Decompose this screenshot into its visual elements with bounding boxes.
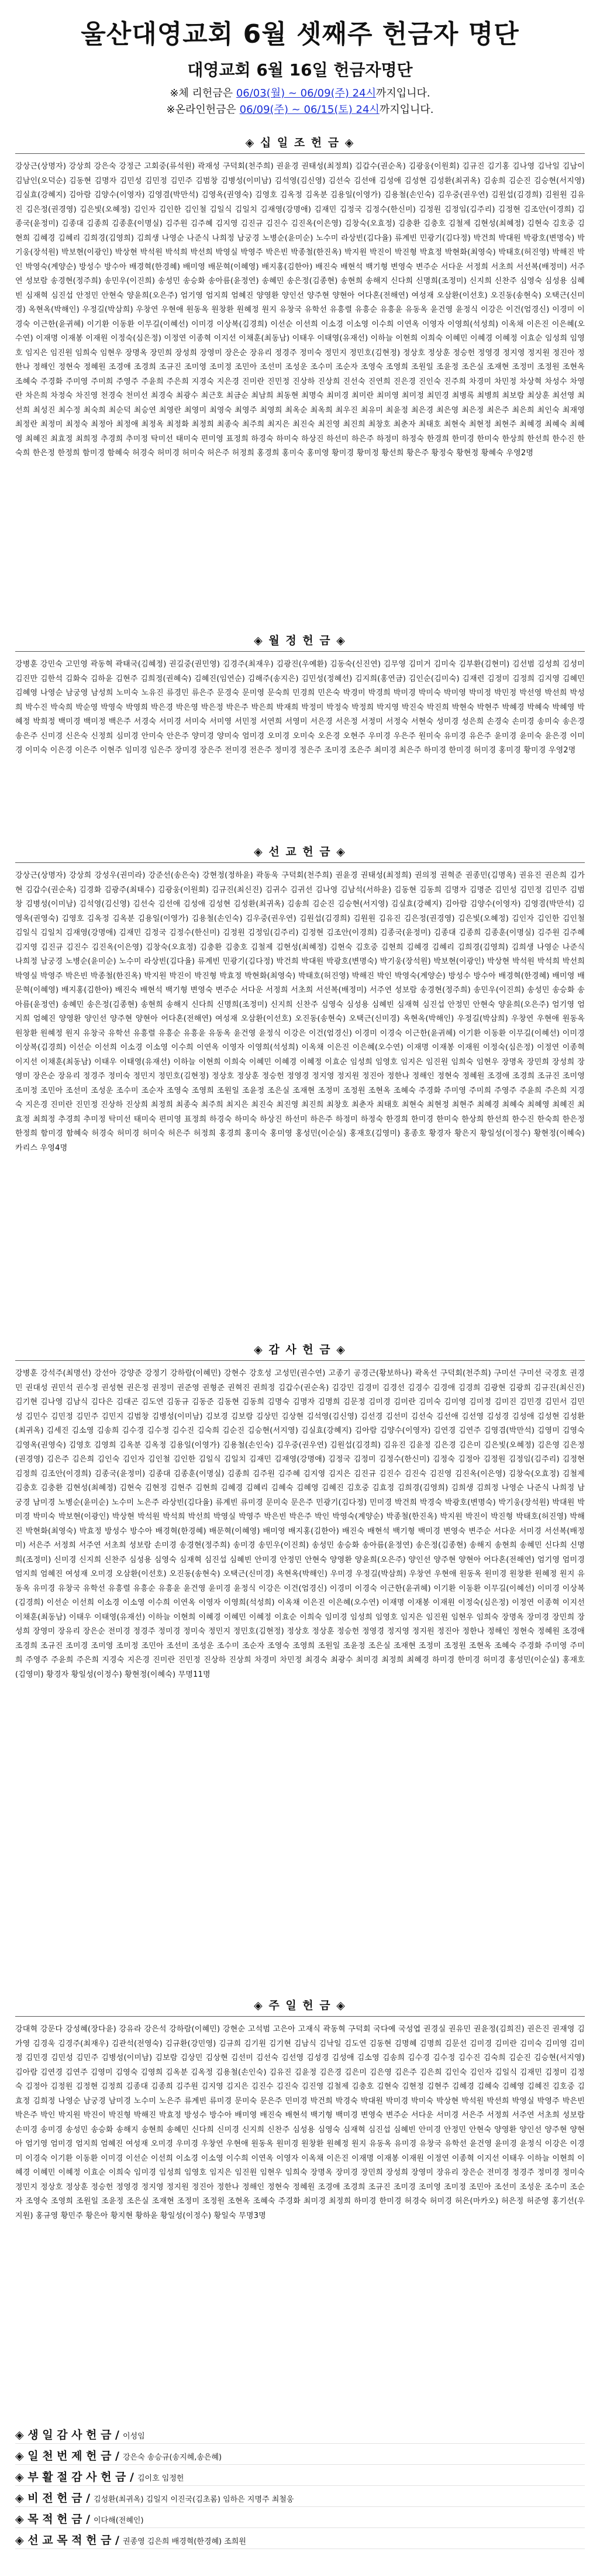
donor-name-list: 강대혁 강문다 강성혜(장다윤) 강유라 강은석 강하람(이혜민) 강현순 고석범 고은아 고재식 곽동혁 구덕회 국다예 국성엽 권경실 권유민 권윤정(김희진) 권은진 권재영 김가영 김경욱 김경주(최재우) 김관석(전영숙) 김규환(강민영) 김규희 김기원 김기현 김남식 김낙일 김도연 김동현 김명혜 김명희 김문선 김미경 김미란 김미숙 김미영 김미정 김민경 김민성 김민주 김병성(이미남) 김보람 김상민 김상현 김선미 김선숙 김선영 김성경 김성애 김소영 김송희 김수경 김수정 김수진 김숙희 김순진 김승현(서지영) 김아람 김연경 김연주 김영미 김영숙 김영희 김옥분 김옥정 김용철(손인숙) 김유진 김윤정 김은경 김은미 김은영 김은주 김은희 김인숙 김인자 김일식 김재민 김정미 김정숙 김정아 김정원 김정현 김정희 김종대 김종희 김주원 김지영 김지은 김진수 김진숙 김진영 김철제 김충호 김현숙 김현정 김현주 김혜경 김혜숙 김혜영 김혜진 김호중 김효정 김희정 나영순 남궁경 남미경 노수미 노은주 류계빈 류미경 문미숙 문은주 민미경 박건희 박경숙 박대원 박미경 박미숙 박상현 박석원 박선희 박영실 박영주 박은빈 박은주 박인 박지원 박진이 박진형 박해진 박효정 방성수 방수아 배미영 배진숙 배현석 백기형 백미경 변영숙 변주순 서다운 서미경 서은주 서정희 서주연 서초희 성보람 손미경 송미경 송성민 송승화 송해지 송현희 송혜민 신다희 신미경 신지희 신찬주 심성용 심영숙 심재혁 심진섭 심혜빈 안미경 안정민 안현숙 양영환 양인선 양주현 양현아 엄기영 엄미경 엄지희 엄혜진 여성재 오미경 우미경 우창연 우현애 원동옥 원미경 원창환 원혜정 원지 유동옥 유미경 유창국 유학선 윤건영 윤미경 윤정식 이강은 이경미 이경숙 이기환 이동환 이미경 이선순 이선희 이소경 이소영 이수희 이연옥 이영자 이옥채 이은진 이재명 이재봉 이재원 이정연 이종혁 이지선 이태우 이하늘 이현희 이혜경 이혜민 이혜정 이효순 이희숙 임미경 임성희 임영호 임지은 임진원 임현우 임희숙 장명옥 장미경 장민희 장성희 장영미 장유리 장은순 전미경 정경주 정미경 정미숙 정민지 정상호 정상훈 정승헌 정영경 정지영 정지원 정진아 정한나 정해인 정현숙 정혜원 조경애 조경희 조규진 조미경 조미영 조미정 조민아 조선미 조성운 조수미 조순자 조영숙 조영희 조원일 조윤정 조은실 조재현 조정미 조정원 조현옥 조혜숙 주경화 최미경 최정희 하미경 한미경 허경숙 허미경 허은(마카오) 허은정 허준영 홍기선(우지원) 홍규영 황민주 황은아 황지현 황하윤 황일성(이정수) 황일숙 무명3명 — [15, 2025, 585, 2220]
notice-period-link[interactable]: 06/03(월) ~ 06/09(주) 24시 — [236, 87, 376, 99]
extra-names: 김이호 임정헌 — [137, 2474, 184, 2483]
extra-label: ◈ 비 전 헌 금 / — [15, 2492, 91, 2505]
section-heading: ◈ 월 정 헌 금 ◈ — [254, 634, 346, 647]
extra-names: 이성임 — [122, 2432, 145, 2441]
section-thanksgiving — [15, 1340, 585, 1981]
section-divider — [15, 1360, 585, 1361]
page-subtitle: 대영교회 6월 16일 헌금자명단 — [187, 60, 413, 80]
extra-row-easter — [15, 2468, 585, 2486]
extra-names: 권종영 김은희 배경혁(한경혜) 조희원 — [122, 2537, 246, 2546]
extra-names: 이다해(전혜인) — [94, 2516, 144, 2525]
extra-label: ◈ 부 활 절 감 사 헌 금 / — [15, 2471, 134, 2484]
page-title: 울산대영교회 6월 셋째주 헌금자 명단 — [81, 19, 519, 49]
section-tithe — [15, 133, 585, 616]
section-divider — [15, 651, 585, 652]
section-mission — [15, 842, 585, 1325]
extra-names: 김성환(최귀옥) 김일지 이진국(김초롬) 임하은 지명주 최철웅 — [94, 2495, 294, 2504]
extra-row-birthday — [15, 2426, 585, 2444]
notice-period-link[interactable]: 06/09(주) ~ 06/15(토) 24시 — [239, 104, 380, 116]
section-divider — [15, 2016, 585, 2017]
section-heading: ◈ 선 교 헌 금 ◈ — [254, 845, 346, 858]
extra-row-mission-purpose — [15, 2532, 585, 2549]
notice-block — [15, 85, 585, 118]
section-heading: ◈ 감 사 헌 금 ◈ — [254, 1343, 346, 1356]
section-divider — [15, 153, 585, 154]
extra-row-thousand — [15, 2447, 585, 2465]
section-heading: ◈ 주 일 헌 금 ◈ — [254, 1999, 346, 2012]
extra-label: ◈ 목 적 헌 금 / — [15, 2513, 91, 2526]
extra-label: ◈ 선 교 목 적 헌 금 / — [15, 2534, 119, 2547]
donor-name-list: 강병훈 강석주(최명선) 강선아 강양준 강정기 강하람(이혜민) 강현수 강호성 고성민(권수연) 고종기 공경근(황보하나) 곽옥선 구덕회(천주희) 구미선 구미선 국경호 권경민 권대성 권민석 권수정 권성현 권은정 권정미 권준영 권형준 권혁진 권희정 김갑수(권순옥) 김강민 김경미 김경선 김경수 김경애 김경희 김광현 김광희 김규진(최신진) 김기현 김나영 김남식 김다은 김대곤 김도연 김동규 김동준 김동현 김동희 김명숙 김명자 김명희 김문정 김미경 김미란 김미숙 김미영 김미정 김미진 김민경 김민서 김민성 김민수 김민정 김민주 김민지 김범창 김병성(이미남) 김보경 김보람 김상민 김상현 김석영(김신영) 김선경 김선미 김선숙 김선애 김선영 김성경 김성애 김성현 김성환(최귀옥) 김세진 김소영 김송희 김수경 김수정 김수진 김숙희 김순진 김승현(서지영) 김실효(강혜지) 김아람 김양수(이영자) 김연경 김연주 김영겸(박만석) 김영미 김영숙 김영옥(권영숙) 김영호 김영희 김옥분 김옥정 김용일(이영가) 김용철(손인숙) 김우중(권우연) 김원섭(김경희) 김유진 김윤정 김은경 김은미 김은빛(오혜정) 김은영 김은정(권경영) 김은주 김은희 김인숙 김인자 김인철 김인한 김일식 김일치 김재민 김재영(강명애) 김정국 김정미 김정수(한신미) 김정숙 김정아 김정원 김정임(김주리) 김정현 김정희 김조안(이경희) 김종국(윤정미) 김종대 김종훈(이명실) 김종희 김주원 김주혜 김지영 김지은 김진규 김진수 김진숙 김진영 김진옥(이은영) 김창숙(오효정) 김철제 김충호 김충환 김현성(최혜정) 김현숙 김현정 김현주 김현희 김혜경 김혜리 김혜숙 김혜영 김혜진 김호중 김효정 김희경(김영희) 김희생 김희정 나영순 나준식 나희정 남궁경 남미경 노병순(윤미순) 노수미 노은주 라상빈(김다율) 류계빈 류미경 문미숙 문은주 민광기(김다정) 민미경 박건희 박경숙 박광호(변명숙) 박기웅(장석원) 박대원 박미경 박미숙 박보현(이광인) 박상현 박석원 박석희 박선희 박영실 박영주 박은빈 박은주 박인 박영숙(계양순) 박종철(한진옥) 박지원 박진이 박진형 박태호(허진영) 박해진 박현화(최영숙) 박효정 방성수 방수아 배경혁(한경혜) 배문혁(이혜영) 배미영 배지홍(김한아) 배진숙 배현석 백기형 백미경 변영숙 변주순 서다운 서미경 서선복(배정미) 서은주 서정희 서주연 서초희 성보람 손미경 송경현(정주희) 송미경 송민우(이진희) 송성민 송승화 송아름(윤정연) 송은정(김종현) 송해지 송현희 송혜민 신다희 신명희(조정미) 신미경 신지희 신찬주 심성용 심영숙 심재혁 심진섭 심혜빈 안미경 안정민 안현숙 양영환 양윤희(오은주) 양인선 양주현 양현아 어다혼(전해연) 엄기영 엄미경 엄지희 엄혜진 여성재 오미경 오삼환(이선호) 오진동(송현숙) 오택근(신미경) 옥현옥(박해인) 우미경 우정길(박삼희) 우창연 우현애 원동옥 원미경 원창환 원혜정 원지 유동옥 유미경 유창국 유학선 유흥렬 유흥순 유흥윤 윤건영 윤미경 윤정식 이강은 이건(엄경신) 이경미 이경숙 이근한(윤귀헤) 이기환 이동환 이무길(이혜선) 이미경 이상복(김경희) 이선순 이선희 이소경 이소영 이수희 이연옥 이영자 이영희(석성희) 이옥채 이은진 이은혜(오수연) 이재명 이재봉 이재원 이정숙(심은정) 이정연 이종혁 이지선 이채훈(최동남) 이태우 이태영(유재선) 이하늘 이현희 이혜경 이혜민 이혜정 이효순 이희숙 임미경 임성희 임영호 임지은 임진원 임현우 임희숙 장명옥 장미경 장민희 장성희 장영미 장유리 장은순 전미경 정경주 정미경 정미숙 정민지 정민호(김현정) 정상호 정상훈 정승헌 정영경 정지영 정지원 정진아 정한나 정해인 정현숙 정혜원 조경애 조경희 조규진 조미경 조미영 조미정 조민아 조선미 조성운 조수미 조순자 조영숙 조영희 조원일 조윤정 조은실 조재현 조정미 조정원 조현옥 조혜숙 주경화 주미영 주미희 주영주 주윤희 주은희 지경숙 지은경 진미란 진민정 진상하 진상희 차경미 차민정 최경숙 최광수 최미경 최정희 최혜경 하미경 한미경 허미경 홍성민(이순실) 홍재호(김영미) 황경자 황일성(이정수) 황현정(이혜숙) 무명11명 — [15, 1369, 585, 1679]
donor-name-list: 강상근(상명자) 강상희 강성우(권미라) 강준선(송은숙) 강현정(정하윤) 곽동욱 구덕회(천주희) 권윤경 권태성(최정희) 권의정 권혁준 권종민(김명옥) 권유진 권은희 김가현 김갑수(권순옥) 김경화 김광주(최태수) 김광웅(이원회) 김규진(최신진) 김귀수 김귀선 김나영 김남석(서하윤) 김동현 김동희 김명자 김명준 김민성 김민정 김민주 김범창 김병성(이미남) 김석영(김신영) 김선숙 김선애 김성애 김성현 김성환(최귀옥) 김송희 김순진 김승현(서지영) 김실효(강혜지) 김아람 김양수(이영자) 김영겸(박만석) 김영옥(권영숙) 김영호 김옥정 김옥분 김용일(이영가) 김용철(손인숙) 김우중(권우연) 김원섭(김경희) 김원원 김유진 김은정(권경영) 김은빛(오혜정) 김인자 김인한 김인철 김일식 김일치 김재영(강명애) 김재민 김정국 김정수(한신미) 김정원 김정임(김주리) 김정현 김조안(이경희) 김종국(윤정미) 김종대 김종희 김종훈(이명실) 김주원 김주혜 김지영 김진규 김진수 김진옥(이은영) 김창숙(오효정) 김충환 김충호 김철제 김현성(최혜정) 김현숙 김호중 김현희 김혜경 김혜리 김희경(김영희) 김희생 나영순 나준식 나희정 남궁경 노병순(윤미순) 노수미 라상빈(김다율) 류계빈 민광기(김다정) 박건희 박대원 박광호(변명숙) 박기웅(장석원) 박보현(이광인) 박상현 박석원 박석희 박선희 박영실 박영주 박은빈 박종철(한진옥) 박지원 박진이 박진형 박효정 박현화(최영숙) 박태호(허진영) 박해진 박인 박영숙(계양순) 방성수 방수아 배경혁(한경혜) 배미영 배문혁(이혜영) 배지홍(김한아) 배진숙 배현석 백기형 변영숙 변주순 서다운 서정희 서초희 서선복(배정미) 서주연 성보람 송경현(정주희) 송민우(이진희) 송성민 송승화 송아름(윤정연) 송혜민 송은정(김종현) 송현희 송해지 신다희 신명희(조정미) 신지희 신찬주 심영숙 심성용 심혜빈 심재혁 심진섭 안정민 안현숙 양윤희(오은주) 엄기영 엄지희 엄혜진 양영환 양인선 양주현 양현아 어다혼(전해연) 여성재 오삼환(이선호) 오진동(송현숙) 오택근(신미경) 옥현옥(박해인) 우정길(박삼희) 우창연 우현애 원동옥 원창환 원혜정 원지 유창국 유학선 유흥렬 유흥순 유흥윤 유동옥 윤건영 윤정식 이강은 이건(엄경신) 이경미 이경숙 이근한(윤귀헤) 이기환 이동환 이무길(이혜선) 이미경 이상복(김경희) 이선순 이선희 이소경 이소영 이수희 이연옥 이영자 이영희(석성희) 이옥채 이은진 이은혜(오수연) 이재명 이재봉 이재원 이정숙(심은정) 이정연 이종혁 이지선 이채훈(최동남) 이태우 이태영(유재선) 이하늘 이현희 이희숙 이혜민 이혜경 이혜정 이효순 임성희 임영호 임지은 임진원 임희숙 임현우 장명옥 장민희 장성희 장영미 장은순 장유리 정경주 정미숙 정민지 정민호(김현정) 정상호 정상훈 정승헌 정영경 정지영 정지원 정진아 정한나 정해인 정현숙 정혜원 조경애 조경희 조규진 조미영 조미정 조민아 조선미 조성운 조수미 조순자 조영숙 조영희 조원일 조윤정 조은실 조재현 조정미 조정원 조현옥 조혜숙 주경화 주미영 주미희 주영주 주윤희 주은희 지경숙 지은경 진미란 진민정 진상하 진상희 최정희 최종숙 최주희 최지은 최진숙 최진영 최진희 최창호 최춘자 최태호 최현숙 최현정 최현주 최혜경 최혜숙 최혜영 최혜진 최효정 최희정 추경희 추미정 탁미선 태미숙 편미영 표정희 하경숙 하미숙 하상진 하선미 하은주 하정미 하정숙 한경희 한미경 한미숙 한상희 한선희 한수진 한숙희 한은정 한정희 함미경 함혜숙 허경숙 허미경 허미숙 허은주 허정희 홍경희 홍미숙 홍미영 홍성민(이순실) 홍재호(김영미) 홍종호 황경자 황은지 황일성(이정수) 황현정(이혜숙) 카리스 우영4명 — [15, 871, 585, 1153]
donor-name-list: 강병훈 강민숙 고민영 곽동혁 곽태국(김혜정) 권길중(권민영) 김경주(최재우) 김광진(우예환) 김동숙(신진연) 김무영 김미거 김미숙 김부환(김현미) 김선범 김성희 김성미 김진만 김한석 김화숙 김하윤 김현주 김희정(권혜숙) 김혜진(임연순) 김해주(송지은) 김민성(정혜선) 김지희(홍연금) 김인순(김미숙) 김재련 김정미 김정희 김지영 김혜민 김혜영 나영순 남궁영 남성희 노미숙 노유진 류경민 류은주 문경숙 문미영 문숙희 민경희 민은숙 박경미 박경희 박미경 박미숙 박미영 박미정 박민정 박선영 박선희 박성희 박수진 박숙희 박순영 박영숙 박영희 박은경 박은영 박은정 박은주 박은희 박재희 박정미 박정숙 박정희 박지영 박진숙 박진희 박현숙 박현주 박혜경 박혜숙 박혜영 박혜정 박희정 백미경 백미정 백은주 서경숙 서미경 서미숙 서미영 서민정 서연희 서영미 서은경 서은정 서정미 서정숙 서현숙 성미경 성은희 손경숙 손미경 송미숙 송은경 송은주 신미경 신은숙 신정희 심미경 안미숙 안은주 양미경 양미숙 엄미경 오미경 오미숙 오은경 오현주 우미경 우은주 원미숙 유미경 유은주 윤미경 윤미숙 윤은경 이미경 이미숙 이은경 이은주 이현주 임미경 임은주 장미경 장은주 전미경 전은주 정미경 정은주 조미경 조은주 최미경 최은주 하미경 한미경 허미경 홍미경 황미경 우영2명 — [15, 660, 585, 755]
notice-prefix: ※체 리헌금은 — [170, 87, 236, 99]
extra-row-vision — [15, 2489, 585, 2507]
notice-online — [15, 102, 585, 118]
extra-label: ◈ 일 천 번 제 헌 금 / — [15, 2450, 119, 2462]
section-sunday — [15, 1996, 585, 2409]
section-monthly — [15, 631, 585, 827]
notice-prefix: ※온라인헌금은 — [166, 104, 240, 116]
extra-names: 강은숙 송승규(송지혜,송은혜) — [122, 2453, 222, 2462]
extra-label: ◈ 생 일 감 사 헌 금 / — [15, 2429, 119, 2441]
extra-row-purpose — [15, 2510, 585, 2528]
donor-name-list: 강상근(상명자) 강상희 강은숙 강정근 고회중(류석원) 곽재성 구덕회(천주희) 권윤경 권태성(최정희) 김갑수(권순옥) 김광웅(이원회) 김규진 김기홍 김나영 김낙일 김남이 김남인(오덕순) 김동현 김명자 김민성 김민정 김민주 김범창 김병성(이미남) 김석영(김신영) 김선숙 김선애 김성애 김성현 김성환(최귀옥) 김송희 김순진 김승현(서지영) 김실효(강혜지) 김아람 김양수(이영자) 김영겸(박만석) 김영옥(권영숙) 김영호 김옥정 김옥분 김용일(이영가) 김용철(손인숙) 김우중(권우연) 김원섭(김경희) 김원원 김유진 김은정(권경영) 김은빛(오혜정) 김인자 김인한 김인철 김일식 김일치 김재영(강명애) 김재민 김정국 김정수(한신미) 김정원 김정임(김주리) 김정현 김조안(이경희) 김종국(윤정미) 김종대 김종희 김종훈(이명실) 김주원 김주혜 김지영 김진규 김진수 김진옥(이은영) 김창숙(오효정) 김충환 김충호 김철제 김현성(최혜정) 김현숙 김호중 김현희 김혜경 김혜리 김희경(김영희) 김희생 나영순 나준식 나희정 남궁경 노병순(윤미순) 노수미 라상빈(김다율) 류계빈 민광기(김다정) 박건희 박대원 박광호(변명숙) 박기웅(장석원) 박보현(이광인) 박상현 박석원 박석희 박선희 박영실 박영주 박은빈 박종철(한진옥) 박지원 박진이 박진형 박효정 박현화(최영숙) 박태호(허진영) 박해진 박인 박영숙(계양순) 방성수 방수아 배경혁(한경혜) 배미영 배문혁(이혜영) 배지홍(김한아) 배진숙 배현석 백기형 변영숙 변주순 서다운 서정희 서초희 서선복(배정미) 서주연 성보람 송경현(정주희) 송민우(이진희) 송성민 송승화 송아름(윤정연) 송혜민 송은정(김종현) 송현희 송해지 신다희 신명희(조정미) 신지희 신찬주 심영숙 심성용 심혜빈 심재혁 심진섭 안정민 안현숙 양윤희(오은주) 엄기영 엄지희 엄혜진 양영환 양인선 양주현 양현아 어다혼(전해연) 여성재 오삼환(이선호) 오진동(송현숙) 오택근(신미경) 옥현옥(박해인) 우정길(박삼희) 우창연 우현애 원동옥 원창환 원혜정 원지 유창국 유학선 유흥렬 유흥순 유흥윤 유동옥 윤건영 윤정식 이강은 이건(엄경신) 이경미 이경숙 이근한(윤귀헤) 이기환 이동환 이무길(이혜선) 이미경 이상복(김경희) 이선순 이선희 이소경 이소영 이수희 이연옥 이영자 이영희(석성희) 이옥채 이은진 이은혜(오수연) 이재명 이재봉 이재원 이정숙(심은정) 이정연 이종혁 이지선 이채훈(최동남) 이태우 이태영(유재선) 이하늘 이현희 이희숙 이혜민 이혜경 이혜정 이효순 임성희 임영호 임지은 임진원 임희숙 임현우 장명옥 장민희 장성희 장영미 장은순 장유리 정경주 정미숙 정민지 정민호(김현정) 정상호 정상훈 정승헌 정영경 정지영 정지원 정진아 정한나 정해인 정현숙 정혜원 조경애 조경희 조규진 조미영 조미정 조민아 조선미 조성운 조수미 조순자 조영숙 조영희 조원일 조윤정 조은실 조재현 조정미 조정원 조현옥 조혜숙 주경화 주미영 주미희 주영주 주윤희 주은희 지경숙 지은경 진미란 진민정 진상하 진상희 진선숙 진연희 진은경 진인숙 진주희 차경미 차민정 차상혁 차성수 차영란 차은희 차정숙 차진영 천경숙 천미선 최경숙 최광수 최근호 최금순 최남희 최동현 최명숙 최미경 최미란 최미영 최미정 최민경 최병록 최병희 최보람 최상훈 최선영 최선희 최성진 최수정 최숙희 최순덕 최승연 최영란 최영미 최영숙 최영주 최영희 최옥순 최옥희 최우진 최유미 최윤정 최은경 최은영 최은정 최은주 최은희 최인숙 최재영 최정란 최정미 최정숙 최정아 최정애 최정옥 최정화 최정희 최종숙 최주희 최지은 최진숙 최진영 최진희 최창호 최춘자 최태호 최현숙 최현정 최현주 최혜경 최혜숙 최혜영 최혜진 최효정 최희정 추경희 추미정 탁미선 태미숙 편미영 표정희 하경숙 하미숙 하상진 하선미 하은주 하정미 하정숙 한경희 한미경 한미숙 한상희 한선희 한수진 한숙희 한은정 한정희 함미경 함혜숙 허경숙 허미경 허미숙 허은주 허정희 홍경희 홍미숙 홍미영 황미경 황미정 황선희 황은주 황정숙 황현정 황혜숙 우영2명 — [15, 162, 585, 458]
section-divider — [15, 862, 585, 863]
section-heading: ◈ 십 일 조 헌 금 ◈ — [245, 136, 355, 149]
extra-offerings — [15, 2426, 585, 2549]
notice-suffix: 까지입니다. — [379, 104, 434, 116]
notice-offline — [15, 85, 585, 102]
notice-suffix: 까지입니다. — [375, 87, 430, 99]
